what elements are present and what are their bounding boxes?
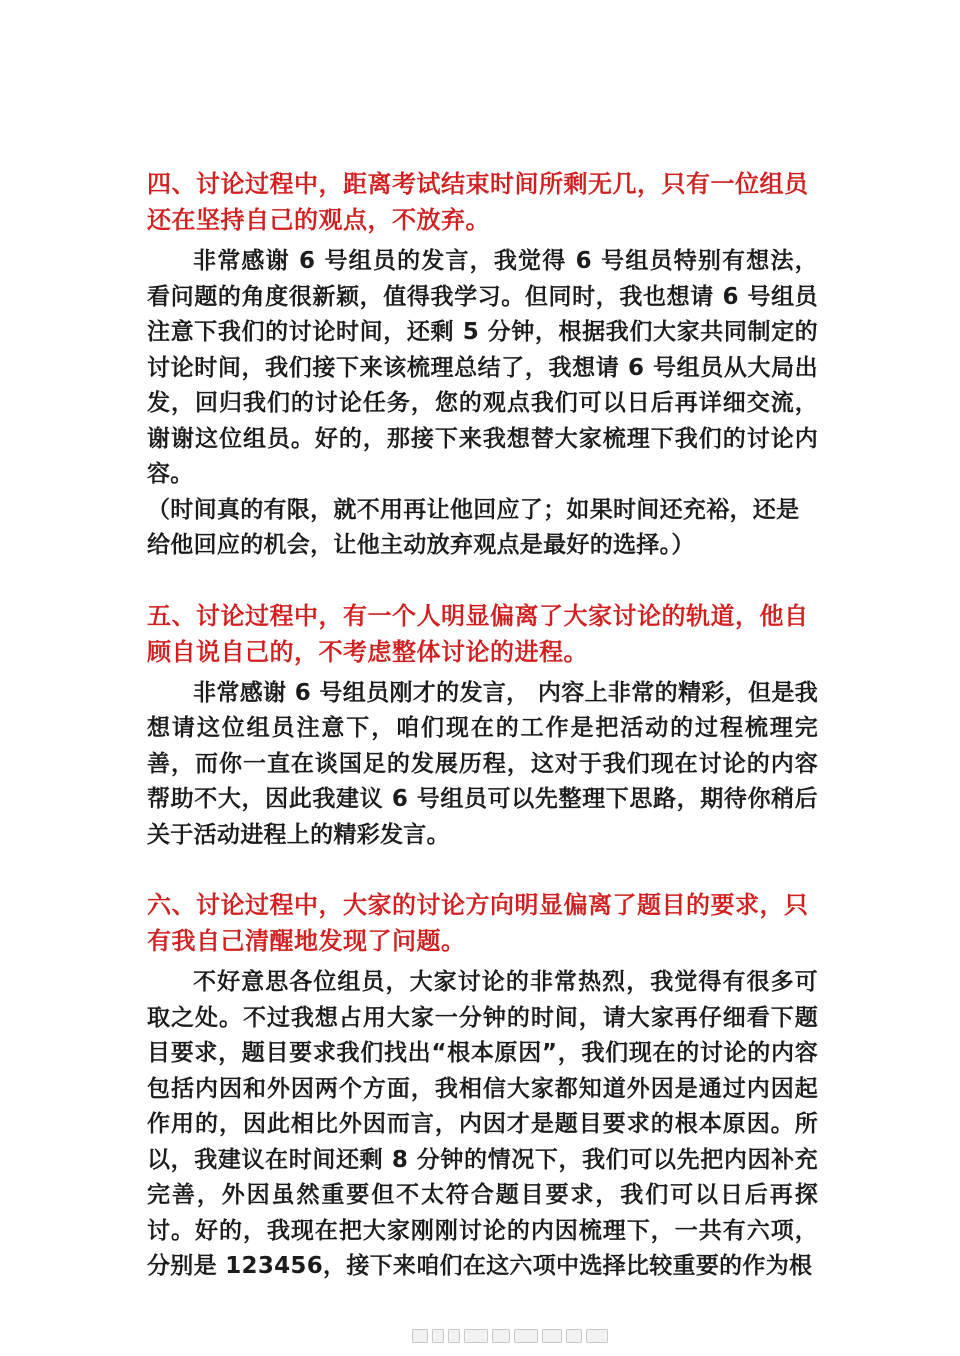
- section-note: （时间真的有限，就不用再让他回应了；如果时间还充裕，还是给他回应的机会，让他主动放弃观点是最好的选择。）: [147, 496, 800, 558]
- section-body: 非常感谢 6 号组员的发言，我觉得 6 号组员特别有想法，看问题的角度很新颖，值得我学习。但同时，我也想请 6 号组员注意下我们的讨论时间，还剩 5 分钟，根据我们大家共同制定的讨论时间，我们接下来该梳理总结了，我想请 6 号组员从大局出发，回归我们的讨论任务，您的观点我们可以日后再详细交流，谢谢这位组员。好的，那接下来我想替大家梳理下我们的讨论内容。: [147, 248, 818, 487]
- watermark-logo: [412, 1329, 608, 1343]
- section-heading: 四、讨论过程中，距离考试结束时间所剩无几，只有一位组员还在坚持自己的观点，不放弃。: [147, 170, 809, 234]
- section-four: [147, 166, 818, 564]
- section-body: 非常感谢 6 号组员刚才的发言， 内容上非常的精彩，但是我想请这位组员注意下，咱们现在的工作是把活动的过程梳理完善，而你一直在谈国足的发展历程，这对于我们现在讨论的内容帮助不大，因此我建议 6 号组员可以先整理下思路，期待你稍后关于活动进程上的精彩发言。: [147, 679, 818, 848]
- section-heading: 六、讨论过程中，大家的讨论方向明显偏离了题目的要求，只有我自己清醒地发现了问题。: [147, 891, 809, 955]
- section-five: [147, 598, 818, 854]
- section-heading: 五、讨论过程中，有一个人明显偏离了大家讨论的轨道，他自顾自说自己的，不考虑整体讨论的进程。: [147, 601, 809, 666]
- section-body: 不好意思各位组员，大家讨论的非常热烈，我觉得有很多可取之处。不过我想占用大家一分钟的时间，请大家再仔细看下题目要求，题目要求我们找出“根本原因”，我们现在的讨论的内容包括内因和外因两个方面，我相信大家都知道外因是通过内因起作用的，因此相比外因而言，内因才是题目要求的根本原因。所以，我建议在时间还剩 8 分钟的情况下，我们可以先把内因补充完善，外因虽然重要但不太符合题目要求，我们可以日后再探讨。好的，我现在把大家刚刚讨论的内因梳理下，一共有六项，分别是 123456，接下来咱们在这六项中选择比较重要的作为根: [147, 969, 818, 1279]
- section-six: [147, 887, 818, 1285]
